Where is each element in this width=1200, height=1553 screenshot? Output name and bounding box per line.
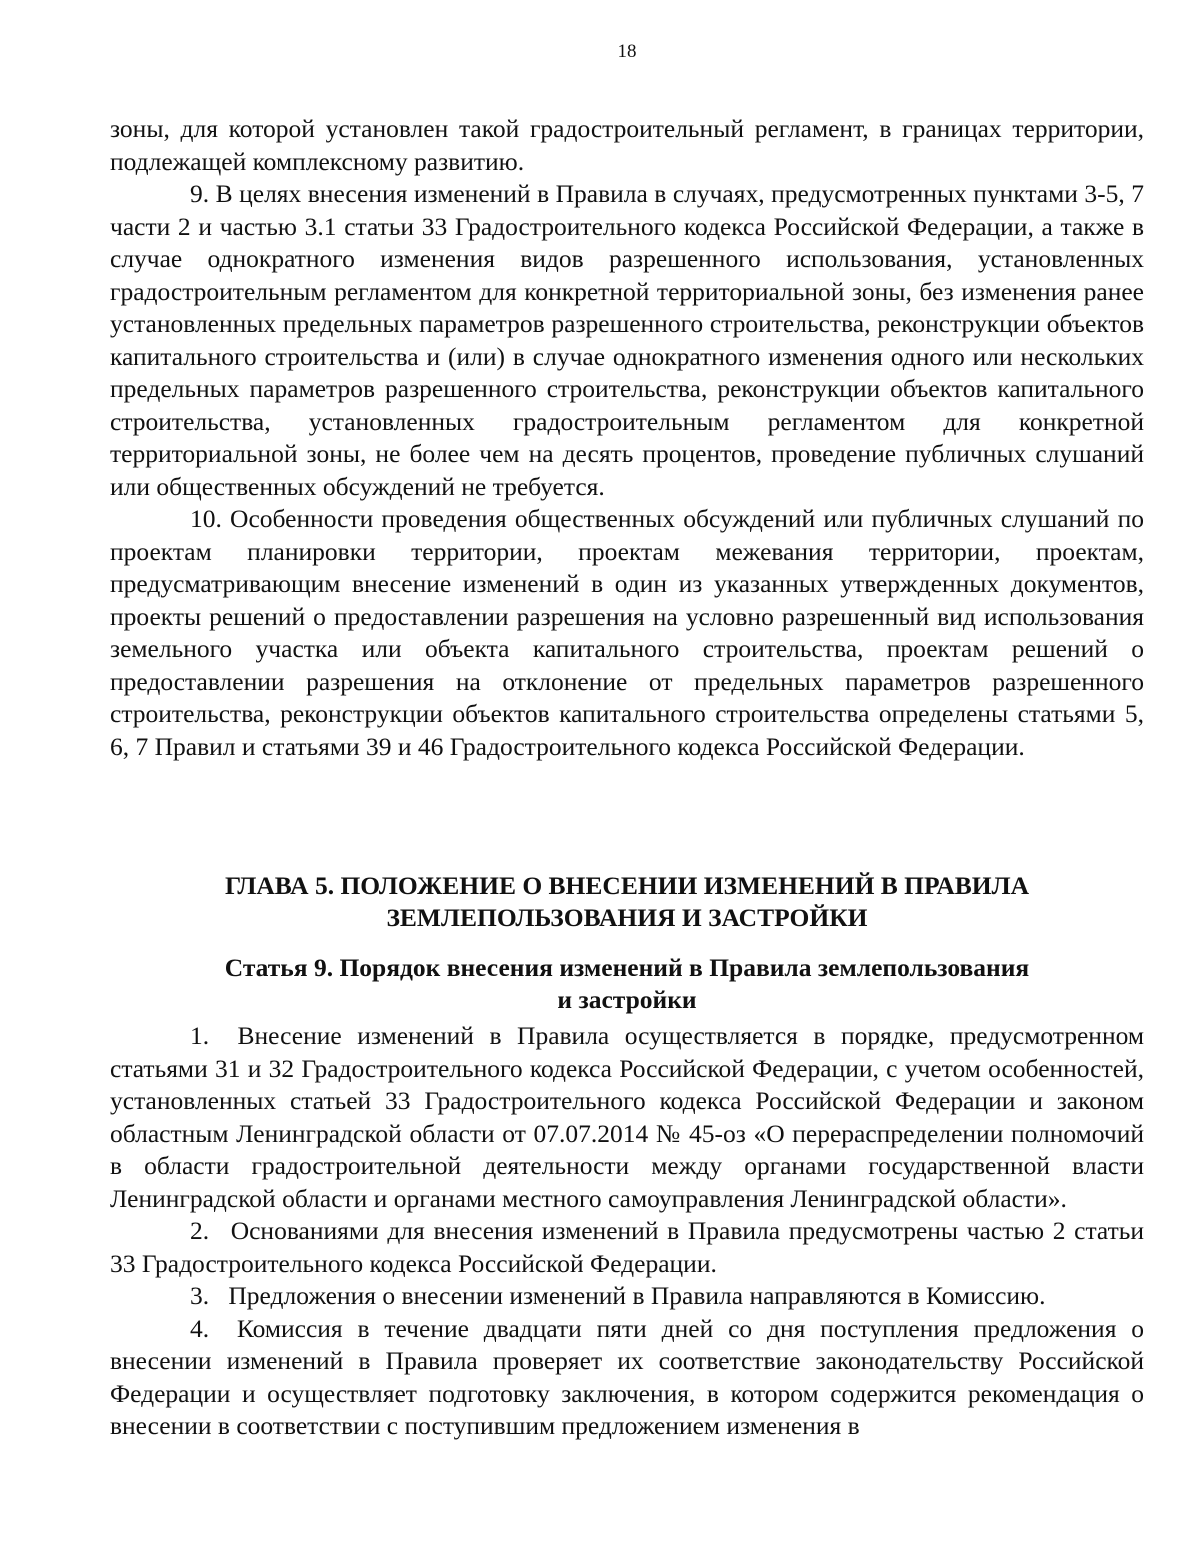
article-title xyxy=(110,952,1144,1016)
chapter-title-line-2: ЗЕМЛЕПОЛЬЗОВАНИЯ И ЗАСТРОЙКИ xyxy=(386,903,868,932)
article-item xyxy=(110,1280,1144,1313)
article-item xyxy=(110,1020,1144,1215)
chapter-title xyxy=(110,870,1144,934)
article-item-text: Основаниями для внесения изменений в Правила предусмотрены частью 2 статьи 33 Градостроительного кодекса Российской Федерации. xyxy=(110,1216,1144,1278)
article-item-number: 4. xyxy=(190,1313,210,1343)
body-text xyxy=(110,113,1144,763)
page-number: 18 xyxy=(617,41,637,62)
paragraph-10: 10. Особенности проведения общественных обсуждений или публичных слушаний по проектам планировки территории, проектам межевания территории, проектам, предусматривающим внесение изменений в один из указанных утвержденных документов, проекты решений о предоставлении разрешения на условно разрешенный вид использования земельного участка или объекта капитального строительства, проектам решений о предоставлении разрешения на отклонение от предельных параметров разрешенного строительства, реконструкции объектов капитального строительства определены статьями 5, 6, 7 Правил и статьями 39 и 46 Градостроительного кодекса Российской Федерации. xyxy=(110,504,1144,761)
article-item xyxy=(110,1313,1144,1443)
article-item-number: 2. xyxy=(190,1216,210,1245)
article-item xyxy=(110,1215,1144,1280)
article-title-line-2: и застройки xyxy=(557,985,697,1014)
article-item-number: 3. xyxy=(190,1281,210,1310)
article-item-text: Комиссия в течение двадцати пяти дней со дня поступления предложения о внесении изменений в Правила проверяет их соответствие законодательству Российской Федерации и осуществляет подготовку заключения, в котором содержится рекомендация о внесении в соответствии с поступившим предложением изменения в xyxy=(110,1313,1145,1440)
chapter-title-line-1: ГЛАВА 5. ПОЛОЖЕНИЕ О ВНЕСЕНИИ ИЗМЕНЕНИЙ В ПРАВИЛА xyxy=(224,871,1030,900)
article-title-line-1: Статья 9. Порядок внесения изменений в Правила землепользования xyxy=(224,953,1030,982)
article-body xyxy=(110,1020,1144,1443)
article-item-text: Предложения о внесении изменений в Правила направляются в Комиссию. xyxy=(228,1281,1046,1310)
article-item-text: Внесение изменений в Правила осуществляется в порядке, предусмотренном статьями 31 и 32 Градостроительного кодекса Российской Федерации, с учетом особенностей, установленных статьей 33 Градостроительного кодекса Российской Федерации и законом областным Ленинградской области от 07.07.2014 № 45-оз «О перераспределении полномочий в области градостроительной деятельности между органами государственной власти Ленинградской области и органами местного самоуправления Ленинградской области». xyxy=(110,1021,1145,1213)
paragraph-9: 9. В целях внесения изменений в Правила в случаях, предусмотренных пунктами 3-5, 7 части 2 и частью 3.1 статьи 33 Градостроительного кодекса Российской Федерации, а также в случае однократного изменения видов разрешенного использования, установленных градостроительным регламентом для конкретной территориальной зоны, без изменения ранее установленных предельных параметров разрешенного строительства, реконструкции объектов капитального строительства и (или) в случае однократного изменения одного или нескольких предельных параметров разрешенного строительства, реконструкции объектов капитального строительства, установленных градостроительным регламентом для конкретной территориальной зоны, не более чем на десять процентов, проведение публичных слушаний или общественных обсуждений не требуется. xyxy=(110,179,1144,501)
article-item-number: 1. xyxy=(190,1021,210,1050)
paragraph-continued: зоны, для которой установлен такой градостроительный регламент, в границах территории, подлежащей комплексному развитию. xyxy=(110,114,1144,176)
chapter-heading-block xyxy=(110,870,1144,1016)
